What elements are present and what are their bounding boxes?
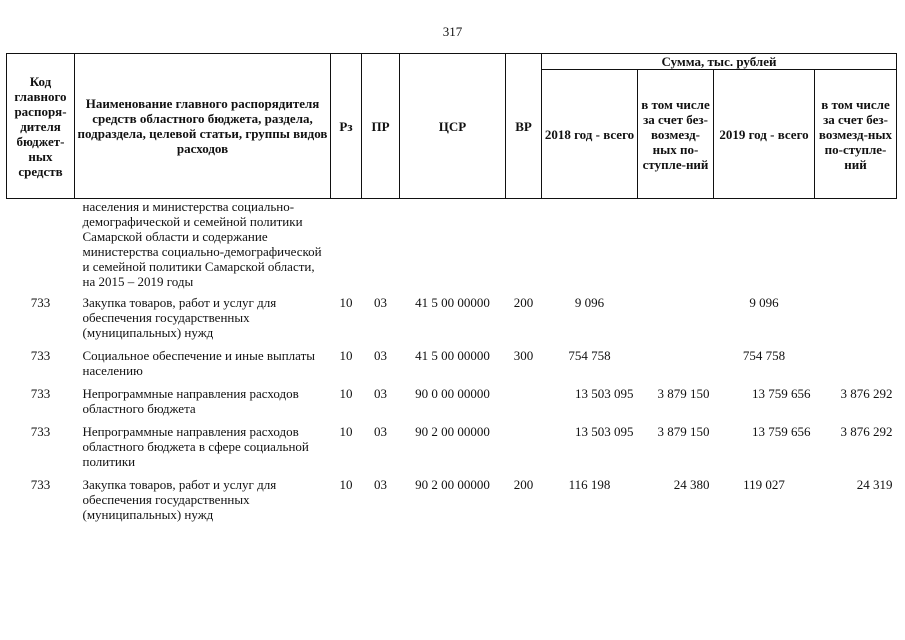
cell-vr: 300	[513, 348, 534, 363]
table-body	[7, 199, 897, 523]
cell-name: Закупка товаров, работ и услуг для обеспечения государственных (муниципальных) нужд	[82, 295, 277, 340]
cell-2019-grants: 3 876 292	[840, 424, 893, 439]
cell-code: 733	[30, 477, 51, 492]
cell-csr: 90 2 00 00000	[415, 477, 490, 492]
cell-pr: 03	[374, 424, 387, 439]
cell-vr: 200	[513, 295, 534, 310]
cell-2019-total: 754 758	[742, 348, 786, 363]
cell-csr: 90 2 00 00000	[415, 424, 490, 439]
header-sum-title: Сумма, тыс. рублей	[542, 54, 897, 70]
cell-csr: 41 5 00 00000	[415, 295, 490, 310]
cell-csr: 41 5 00 00000	[415, 348, 490, 363]
cell-rz: 10	[339, 424, 353, 439]
cell-pr: 03	[374, 348, 387, 363]
header-2019-total: 2019 год - всего	[714, 70, 815, 199]
table-header	[7, 54, 897, 199]
header-2019-grants: в том числе за счет без-возмезд-ных по-ступле-ний	[815, 70, 897, 199]
cell-2019-grants	[815, 289, 897, 340]
budget-table	[6, 53, 897, 522]
cell-code: 733	[30, 424, 51, 439]
cell-2018-grants: 3 879 150	[657, 424, 710, 439]
cell-rz: 10	[339, 477, 353, 492]
cell-2019-total: 13 759 656	[752, 424, 811, 439]
table-row	[7, 378, 897, 416]
table-row	[7, 340, 897, 378]
cell-2019-total: 119 027	[743, 477, 785, 492]
cell-2019-grants: 24 319	[856, 477, 893, 492]
header-2018-grants: в том числе за счет без-возмезд-ных по-ступле-ний	[638, 70, 714, 199]
cell-2018-total: 13 503 095	[575, 424, 634, 439]
cell-code: 733	[30, 386, 51, 401]
cell-name: Непрограммные направления расходов областного бюджета	[82, 386, 299, 416]
cell-2019-grants	[815, 340, 897, 378]
cell-2018-grants: 3 879 150	[657, 386, 710, 401]
header-rz: Рз	[331, 54, 362, 199]
table-row	[7, 289, 897, 340]
cell-2019-total: 9 096	[749, 295, 779, 310]
header-vr: ВР	[506, 54, 542, 199]
cell-name: Закупка товаров, работ и услуг для обеспечения государственных (муниципальных) нужд	[82, 477, 277, 522]
cell-code: 733	[30, 348, 51, 363]
cell-pr: 03	[374, 477, 387, 492]
cell-2018-grants	[638, 340, 714, 378]
cell-vr	[506, 378, 542, 416]
cell-vr	[506, 416, 542, 469]
cell-rz: 10	[339, 348, 353, 363]
header-csr: ЦСР	[400, 54, 506, 199]
cell-2019-total: 13 759 656	[752, 386, 811, 401]
header-code: Код главного распоря-дителя бюджет-ных средств	[7, 54, 75, 199]
cell-2018-total: 13 503 095	[575, 386, 634, 401]
cell-2018-total: 754 758	[568, 348, 611, 363]
cell-2018-grants	[638, 289, 714, 340]
cell-vr: 200	[513, 477, 534, 492]
cell-rz: 10	[339, 295, 353, 310]
cell-name: Социальное обеспечение и иные выплаты населению	[82, 348, 316, 378]
cell-rz: 10	[339, 386, 353, 401]
cell-pr: 03	[374, 386, 387, 401]
cell-pr: 03	[374, 295, 387, 310]
table-row	[7, 416, 897, 469]
cell-2018-grants: 24 380	[673, 477, 710, 492]
header-pr: ПР	[362, 54, 400, 199]
cell-2018-total: 116 198	[568, 477, 611, 492]
continuation-row	[7, 199, 897, 290]
header-2018-total: 2018 год - всего	[542, 70, 638, 199]
cell-name: Непрограммные направления расходов областного бюджета в сфере социальной политики	[82, 424, 309, 469]
table-row	[7, 469, 897, 522]
header-name: Наименование главного распорядителя средств областного бюджета, раздела, подраздела, целевой статьи, группы видов расходов	[75, 54, 331, 199]
continuation-text: населения и министерства социально-демографической и семейной политики Самарской области и содержание министерства социально-демографической и семейной политики Самарской области, на 2015 – 2019 годы	[82, 199, 322, 289]
page-number: 317	[442, 24, 463, 39]
cell-2018-total: 9 096	[574, 295, 605, 310]
cell-2019-grants: 3 876 292	[840, 386, 893, 401]
cell-code: 733	[30, 295, 51, 310]
cell-csr: 90 0 00 00000	[415, 386, 490, 401]
